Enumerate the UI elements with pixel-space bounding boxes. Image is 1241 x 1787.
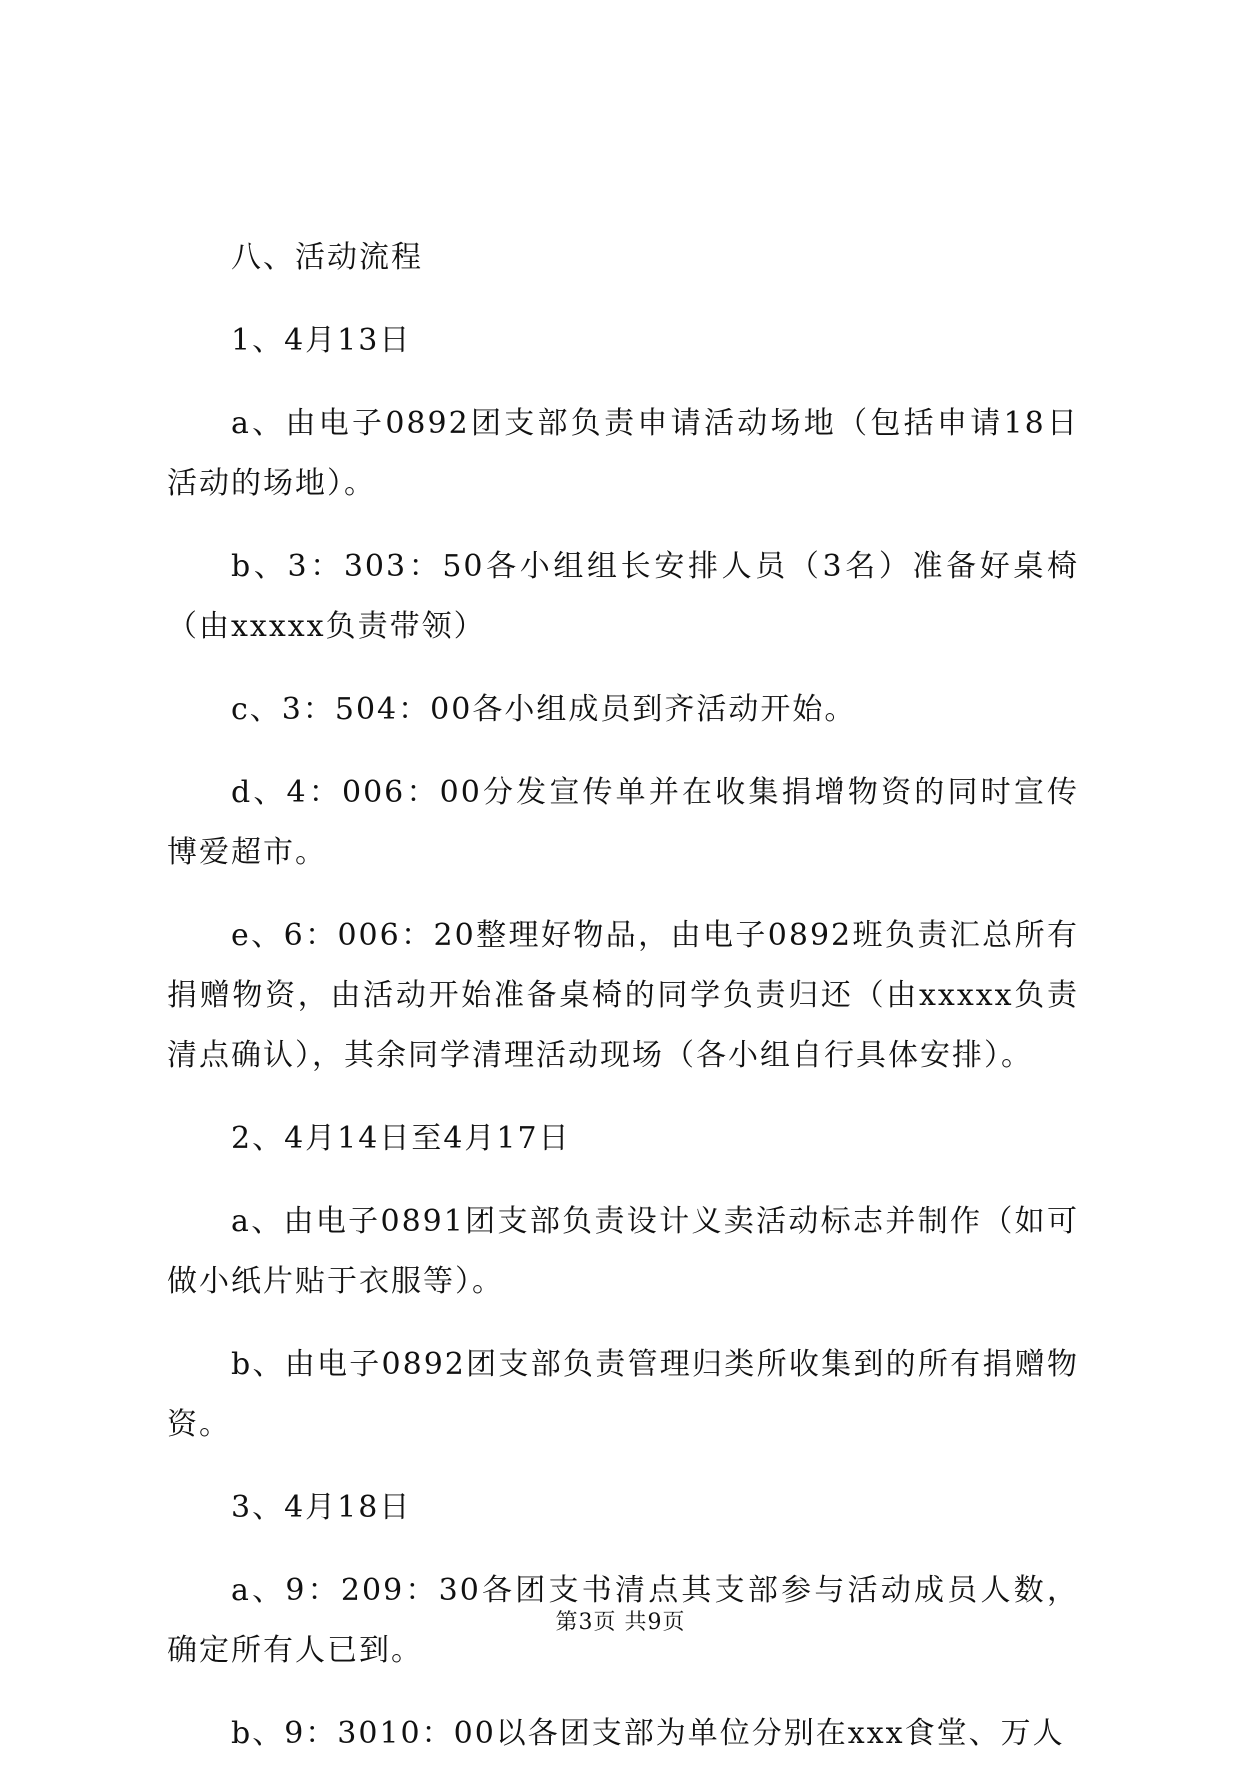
paragraph: e、6：006：20整理好物品，由电子0892班负责汇总所有捐赠物资，由活动开始准备桌椅的同学负责归还（由xxxxx负责清点确认），其余同学清理活动现场（各小组自行具体安排）。 [167,918,1079,1073]
paragraph: b、9：3010：00以各团支部为单位分别在xxx食堂、万人 [231,1716,1065,1751]
paragraph: d、4：006：00分发宣传单并在收集捐增物资的同时宣传博爱超市。 [167,775,1079,870]
date-heading: 3、4月18日 [231,1490,412,1525]
paragraph: b、3：303：50各小组组长安排人员（3名）准备好桌椅（由xxxxx负责带领） [167,549,1079,644]
paragraph: b、由电子0892团支部负责管理归类所收集到的所有捐赠物资。 [167,1347,1079,1442]
paragraph: a、由电子0891团支部负责设计义卖活动标志并制作（如可做小纸片贴于衣服等）。 [167,1204,1079,1299]
date-heading: 2、4月14日至4月17日 [231,1121,571,1156]
paragraph: a、9：209：30各团支书清点其支部参与活动成员人数，确定所有人已到。 [167,1573,1079,1668]
date-heading: 1、4月13日 [231,323,412,358]
section-heading: 八、活动流程 [231,240,423,275]
paragraph: c、3：504：00各小组成员到齐活动开始。 [231,692,857,727]
page-footer [0,1608,1241,1638]
paragraph: a、由电子0892团支部负责申请活动场地（包括申请18日活动的场地）。 [167,406,1079,501]
document-body [167,228,1079,1787]
page-number: 第3页 共9页 [555,1610,686,1635]
